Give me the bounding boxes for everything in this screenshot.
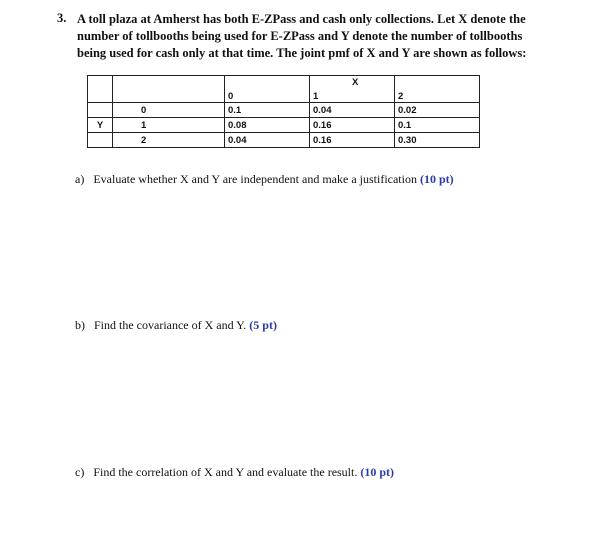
x-value: 2 xyxy=(398,91,404,102)
points-badge: (10 pt) xyxy=(419,172,454,186)
question-stem-line: number of tollbooths being used for E-ZPass and Y denote the number of tollbooths xyxy=(77,29,523,43)
table-cell: 0.04 xyxy=(310,103,395,118)
table-cell: 0.02 xyxy=(395,103,480,118)
table-corner-cell xyxy=(113,76,225,103)
table-cell: 0.16 xyxy=(310,118,395,133)
part-b xyxy=(75,318,277,333)
table-row xyxy=(88,118,480,133)
y-label-cell: Y xyxy=(88,118,113,133)
table-corner-cell xyxy=(88,76,113,103)
table-row xyxy=(88,133,480,148)
table-cell: 0.1 xyxy=(225,103,310,118)
y-value: 0 xyxy=(141,104,147,116)
part-a xyxy=(75,172,454,187)
x-axis-label: X xyxy=(352,77,359,88)
x-value: 0 xyxy=(228,91,234,102)
table-cell: 0.04 xyxy=(225,133,310,148)
y-label-cell xyxy=(88,103,113,118)
table-row xyxy=(88,103,480,118)
x-value-cell xyxy=(352,76,480,103)
table-row-x-header xyxy=(88,76,480,103)
table-cell: 0.16 xyxy=(310,133,395,148)
y-value-cell xyxy=(113,133,225,148)
part-text: Find the correlation of X and Y and evaluate the result. xyxy=(93,465,358,479)
table-cell: 0.08 xyxy=(225,118,310,133)
points-badge: (10 pt) xyxy=(360,465,395,479)
part-c xyxy=(75,465,394,480)
y-value: 2 xyxy=(141,134,147,146)
x-value: 1 xyxy=(313,91,319,102)
table-cell: 0.30 xyxy=(395,133,480,148)
y-value-cell xyxy=(113,103,225,118)
question-stem-line: A toll plaza at Amherst has both E-ZPass and cash only collections. Let X denote the xyxy=(77,12,526,26)
question-number: 3. xyxy=(57,11,67,25)
part-text: Find the covariance of X and Y. xyxy=(94,318,247,332)
part-label: c) xyxy=(75,465,85,479)
joint-pmf-table xyxy=(87,75,480,148)
part-text: Evaluate whether X and Y are independent and make a justification xyxy=(93,172,417,186)
points-badge: (5 pt) xyxy=(249,318,277,332)
y-label-cell xyxy=(88,133,113,148)
part-label: b) xyxy=(75,318,85,332)
y-value: 1 xyxy=(141,119,147,131)
question-stem xyxy=(77,11,547,62)
y-value-cell xyxy=(113,118,225,133)
question-stem-line: being used for cash only at that time. The joint pmf of X and Y are shown as follows: xyxy=(77,46,527,60)
table-cell: 0.1 xyxy=(395,118,480,133)
part-label: a) xyxy=(75,172,85,186)
x-value-cell xyxy=(225,76,310,103)
